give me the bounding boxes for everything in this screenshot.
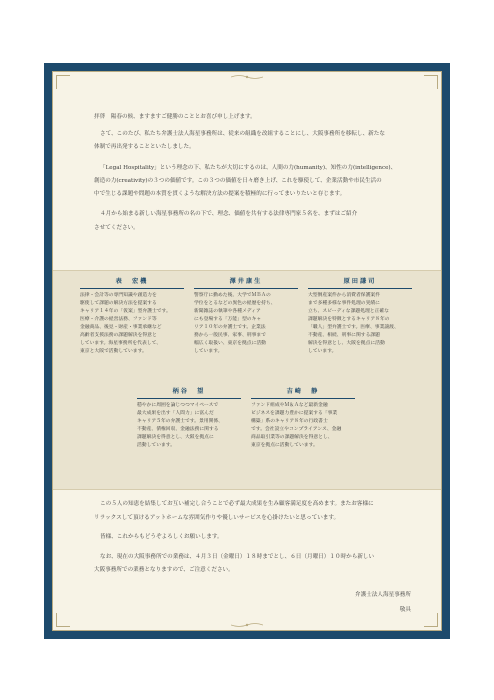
corner-ornament — [56, 613, 70, 627]
top-ornament — [231, 74, 263, 80]
corner-ornament — [56, 75, 70, 89]
member-card — [251, 388, 355, 450]
closing-line: この５人の知恵を結集してお互い補完し合うことで必ず最大成果を生み顧客満足度を高めます。またお客様に — [100, 501, 374, 507]
closing-line: リラックスして頂けるアットホームな雰囲気作りや優しいサービスを心掛けたいと思っています。 — [94, 515, 340, 521]
member-card — [80, 278, 184, 356]
member-card — [137, 388, 241, 450]
notice-line: 大阪事務所での業務となりますので、ご注意ください。 — [94, 567, 234, 573]
member-bio: 法律・会計等の専門知識や創造力を 駆使して課題の解決方法を提案する キャリア１４年の「仮案」型弁護士です。 医療・介護の経営法務、ファンド等 金融商品、後見・財産・事業承継など 高齢者支援法務の課題解決を得意と しています。海星事務所を代表して、 東京と大阪で活動しています。 — [80, 293, 171, 354]
member-bio: 大型倒産案件から消費者保護案件 まで多種多様な事件処理の実績に 立ち、スピーディな課題処理と正確な 課題解決を特徴とするキャリア８年の 「職人」型弁護士です。医療、事業譲渡、 不動産、相続、刑事に関する課題 解決を得意とし、大阪を拠点に活動 しています。 — [308, 293, 399, 354]
intro-line: 体制で再出発することといたしました。 — [94, 144, 195, 150]
letter-frame — [44, 63, 450, 639]
members-section — [53, 270, 441, 490]
member-bio: 穏やかに周囲を論じつつマイペースで 最大成果を出す「人間力」に富んだ キャリア５年の弁護士です。景用関係、 不動産、債権回収、金融法務に関する 課題解決を得意とし、大阪を拠点に 活動しています。 — [137, 403, 223, 448]
member-name: 表 宏機 — [115, 278, 149, 285]
member-bio: ファンド組成やＭ＆Ａなど最新金融 ビジネスを課題力豊かに提案する「事業 構築」系のキャリア８年の行政書士 です。会社設立やコンプライアンス、金融 商品取引業等の課題解決を得意とし、 東京を拠点に活動しています。 — [251, 403, 342, 448]
member-card — [194, 278, 298, 356]
philosophy-line: 中で生じる課題や問題の本質を貫くような解決方法の提案を積極的に行ってまいりたいと存じます。 — [94, 191, 346, 197]
divider — [194, 288, 298, 289]
intro-line: さて、このたび、私たち弁護士法人海星事務所は、従来の組織を改組することにし、大阪事務所を移転し、新たな — [100, 131, 385, 137]
request-line: 皆様、これからもどうぞよろしくお願いします。 — [100, 534, 223, 540]
member-card — [308, 278, 412, 356]
member-name: 柄谷 望 — [172, 388, 206, 395]
introduction-line: させてください。 — [94, 225, 139, 231]
corner-ornament — [424, 613, 438, 627]
letter-paper — [52, 71, 442, 631]
member-name: 吉崎 静 — [286, 388, 320, 395]
divider — [80, 288, 184, 289]
corner-ornament — [424, 75, 438, 89]
philosophy-line: 「Legal Hospitality」という理念の下、私たちが大切にするのは、人間の力(humanity)、知性の力(intelligence)、 — [100, 165, 397, 171]
divider — [251, 398, 355, 399]
divider — [308, 288, 412, 289]
signature-firm: 弁護士法人海星事務所 — [355, 592, 411, 598]
member-name: 原田謙司 — [343, 278, 377, 285]
notice-line: なお、現在の大阪事務所での業務は、４月３日（金曜日）１８時までとし、６日（月曜日）１０時から新しい — [100, 554, 375, 560]
greeting: 拝啓 陽春の候、ますますご健勝のこととお喜び申し上げます。 — [94, 114, 256, 120]
bottom-ornament — [231, 622, 263, 628]
introduction-line: ４月から始まる新しい海星事務所の名の下で、理念、価値を共有する法律専門家５名を、まずはご紹介 — [100, 211, 358, 217]
signature-closing: 敬具 — [399, 607, 411, 613]
member-name: 澤井康生 — [229, 278, 263, 285]
divider — [137, 398, 241, 399]
philosophy-line: 創造の力(creativity)の３つの価値です。この３つの価値を日々磨き上げ、これを駆使して、企業活動や市民生活の — [94, 178, 382, 184]
member-bio: 警察庁に勤めた後、大学でＭＢＡの 学位をとるなどの異色の経歴を持ち、 新聞雑誌の執筆や各種メディア にも登場する「万能」型のキャ リア１０年の弁護士です。企業法 務から一般民事、家事、刑事まで 幅広く取扱い、東京を拠点に活動 しています。 — [194, 293, 276, 354]
